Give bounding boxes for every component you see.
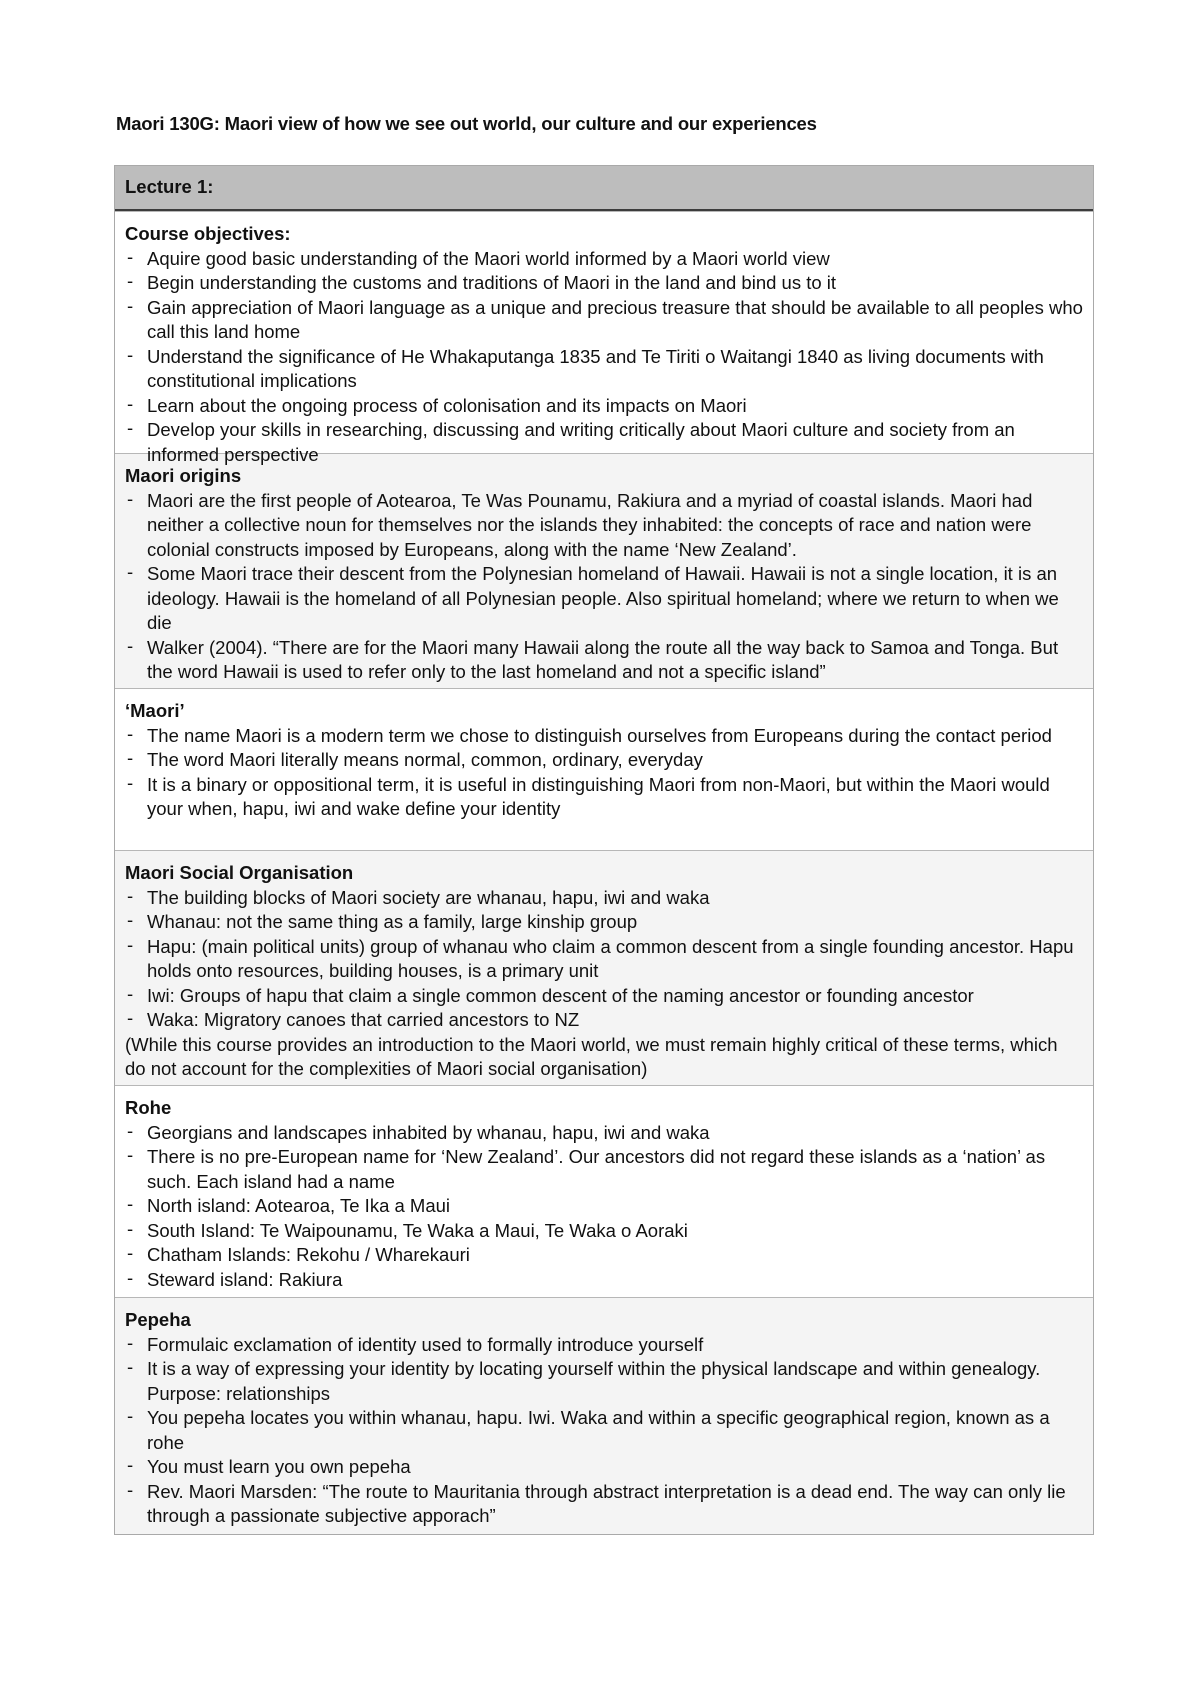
table-header: Lecture 1:	[115, 166, 1093, 211]
section-course-objectives	[115, 211, 1093, 465]
section-note: (While this course provides an introduction to the Maori world, we must remain highly critical of these terms, which do not account for the complexities of Maori social organisation)	[125, 1033, 1058, 1079]
section-heading: Rohe	[125, 1097, 172, 1118]
bullet-list	[125, 1333, 1083, 1529]
list-item: - North island: Aotearoa, Te Ika a Maui	[125, 1194, 1083, 1219]
list-item: - Aquire good basic understanding of the Maori world informed by a Maori world view	[125, 247, 1083, 272]
list-item: - Understand the significance of He Whakaputanga 1835 and Te Tiriti o Waitangi 1840 as living documents with constitutional implications	[125, 345, 1083, 394]
list-item: - It is a binary or oppositional term, it is useful in distinguishing Maori from non-Maori, but within the Maori would your when, hapu, iwi and wake define your identity	[125, 773, 1083, 822]
list-item: - Walker (2004). “There are for the Maori many Hawaii along the route all the way back to Samoa and Tonga. But the word Hawaii is used to refer only to the last homeland and not a specific island”	[125, 636, 1083, 685]
section-maori-term	[115, 688, 1093, 850]
section-heading: Pepeha	[125, 1309, 191, 1330]
list-item: - Gain appreciation of Maori language as a unique and precious treasure that should be available to all peoples who call this land home	[125, 296, 1083, 345]
list-item: - Some Maori trace their descent from the Polynesian homeland of Hawaii. Hawaii is not a single location, it is an ideology. Hawaii is the homeland of all Polynesian people. Also spiritual homeland; where we return to when we die	[125, 562, 1083, 636]
section-heading: Course objectives:	[125, 223, 291, 244]
list-item: - The building blocks of Maori society are whanau, hapu, iwi and waka	[125, 886, 1083, 911]
section-maori-origins	[115, 453, 1093, 688]
list-item: - There is no pre-European name for ‘New Zealand’. Our ancestors did not regard these islands as a ‘nation’ as such. Each island had a name	[125, 1145, 1083, 1194]
list-item: - Whanau: not the same thing as a family, large kinship group	[125, 910, 1083, 935]
list-item: - Develop your skills in researching, discussing and writing critically about Maori culture and society from an informed perspective	[125, 418, 1083, 467]
list-item: - The name Maori is a modern term we chose to distinguish ourselves from Europeans during the contact period	[125, 724, 1083, 749]
list-item: - Learn about the ongoing process of colonisation and its impacts on Maori	[125, 394, 1083, 419]
list-item: - Iwi: Groups of hapu that claim a single common descent of the naming ancestor or founding ancestor	[125, 984, 1083, 1009]
document-title: Maori 130G: Maori view of how we see out world, our culture and our experiences	[116, 113, 817, 134]
section-heading: ‘Maori’	[125, 700, 185, 721]
list-item: - Formulaic exclamation of identity used to formally introduce yourself	[125, 1333, 1083, 1358]
section-heading: Maori Social Organisation	[125, 862, 354, 883]
list-item: - It is a way of expressing your identity by locating yourself within the physical landscape and within genealogy. Purpose: relationships	[125, 1357, 1083, 1406]
section-social-organisation	[115, 850, 1093, 1085]
list-item: - Steward island: Rakiura	[125, 1268, 1083, 1293]
list-item: - You must learn you own pepeha	[125, 1455, 1083, 1480]
bullet-list	[125, 724, 1083, 822]
list-item: - The word Maori literally means normal, common, ordinary, everyday	[125, 748, 1083, 773]
list-item: - Chatham Islands: Rekohu / Wharekauri	[125, 1243, 1083, 1268]
bullet-list	[125, 1121, 1083, 1293]
list-item: - You pepeha locates you within whanau, hapu. Iwi. Waka and within a specific geographical region, known as a rohe	[125, 1406, 1083, 1455]
section-pepeha	[115, 1297, 1093, 1534]
list-item: - South Island: Te Waipounamu, Te Waka a Maui, Te Waka o Aoraki	[125, 1219, 1083, 1244]
list-item: - Begin understanding the customs and traditions of Maori in the land and bind us to it	[125, 271, 1083, 296]
bullet-list	[125, 489, 1083, 685]
section-rohe	[115, 1085, 1093, 1297]
section-heading: Maori origins	[125, 465, 242, 486]
bullet-list	[125, 886, 1083, 1033]
bullet-list	[125, 247, 1083, 468]
list-item: - Waka: Migratory canoes that carried ancestors to NZ	[125, 1008, 1083, 1033]
lecture-notes-table	[114, 165, 1094, 1535]
list-item: - Georgians and landscapes inhabited by whanau, hapu, iwi and waka	[125, 1121, 1083, 1146]
list-item: - Rev. Maori Marsden: “The route to Mauritania through abstract interpretation is a dead end. The way can only lie through a passionate subjective apporach”	[125, 1480, 1083, 1529]
list-item: - Hapu: (main political units) group of whanau who claim a common descent from a single founding ancestor. Hapu holds onto resources, building houses, is a primary unit	[125, 935, 1083, 984]
list-item: - Maori are the first people of Aotearoa, Te Was Pounamu, Rakiura and a myriad of coastal islands. Maori had neither a collective noun for themselves nor the islands they inhabited: the concepts of race and nation were colonial constructs imposed by Europeans, along with the name ‘New Zealand’.	[125, 489, 1083, 563]
